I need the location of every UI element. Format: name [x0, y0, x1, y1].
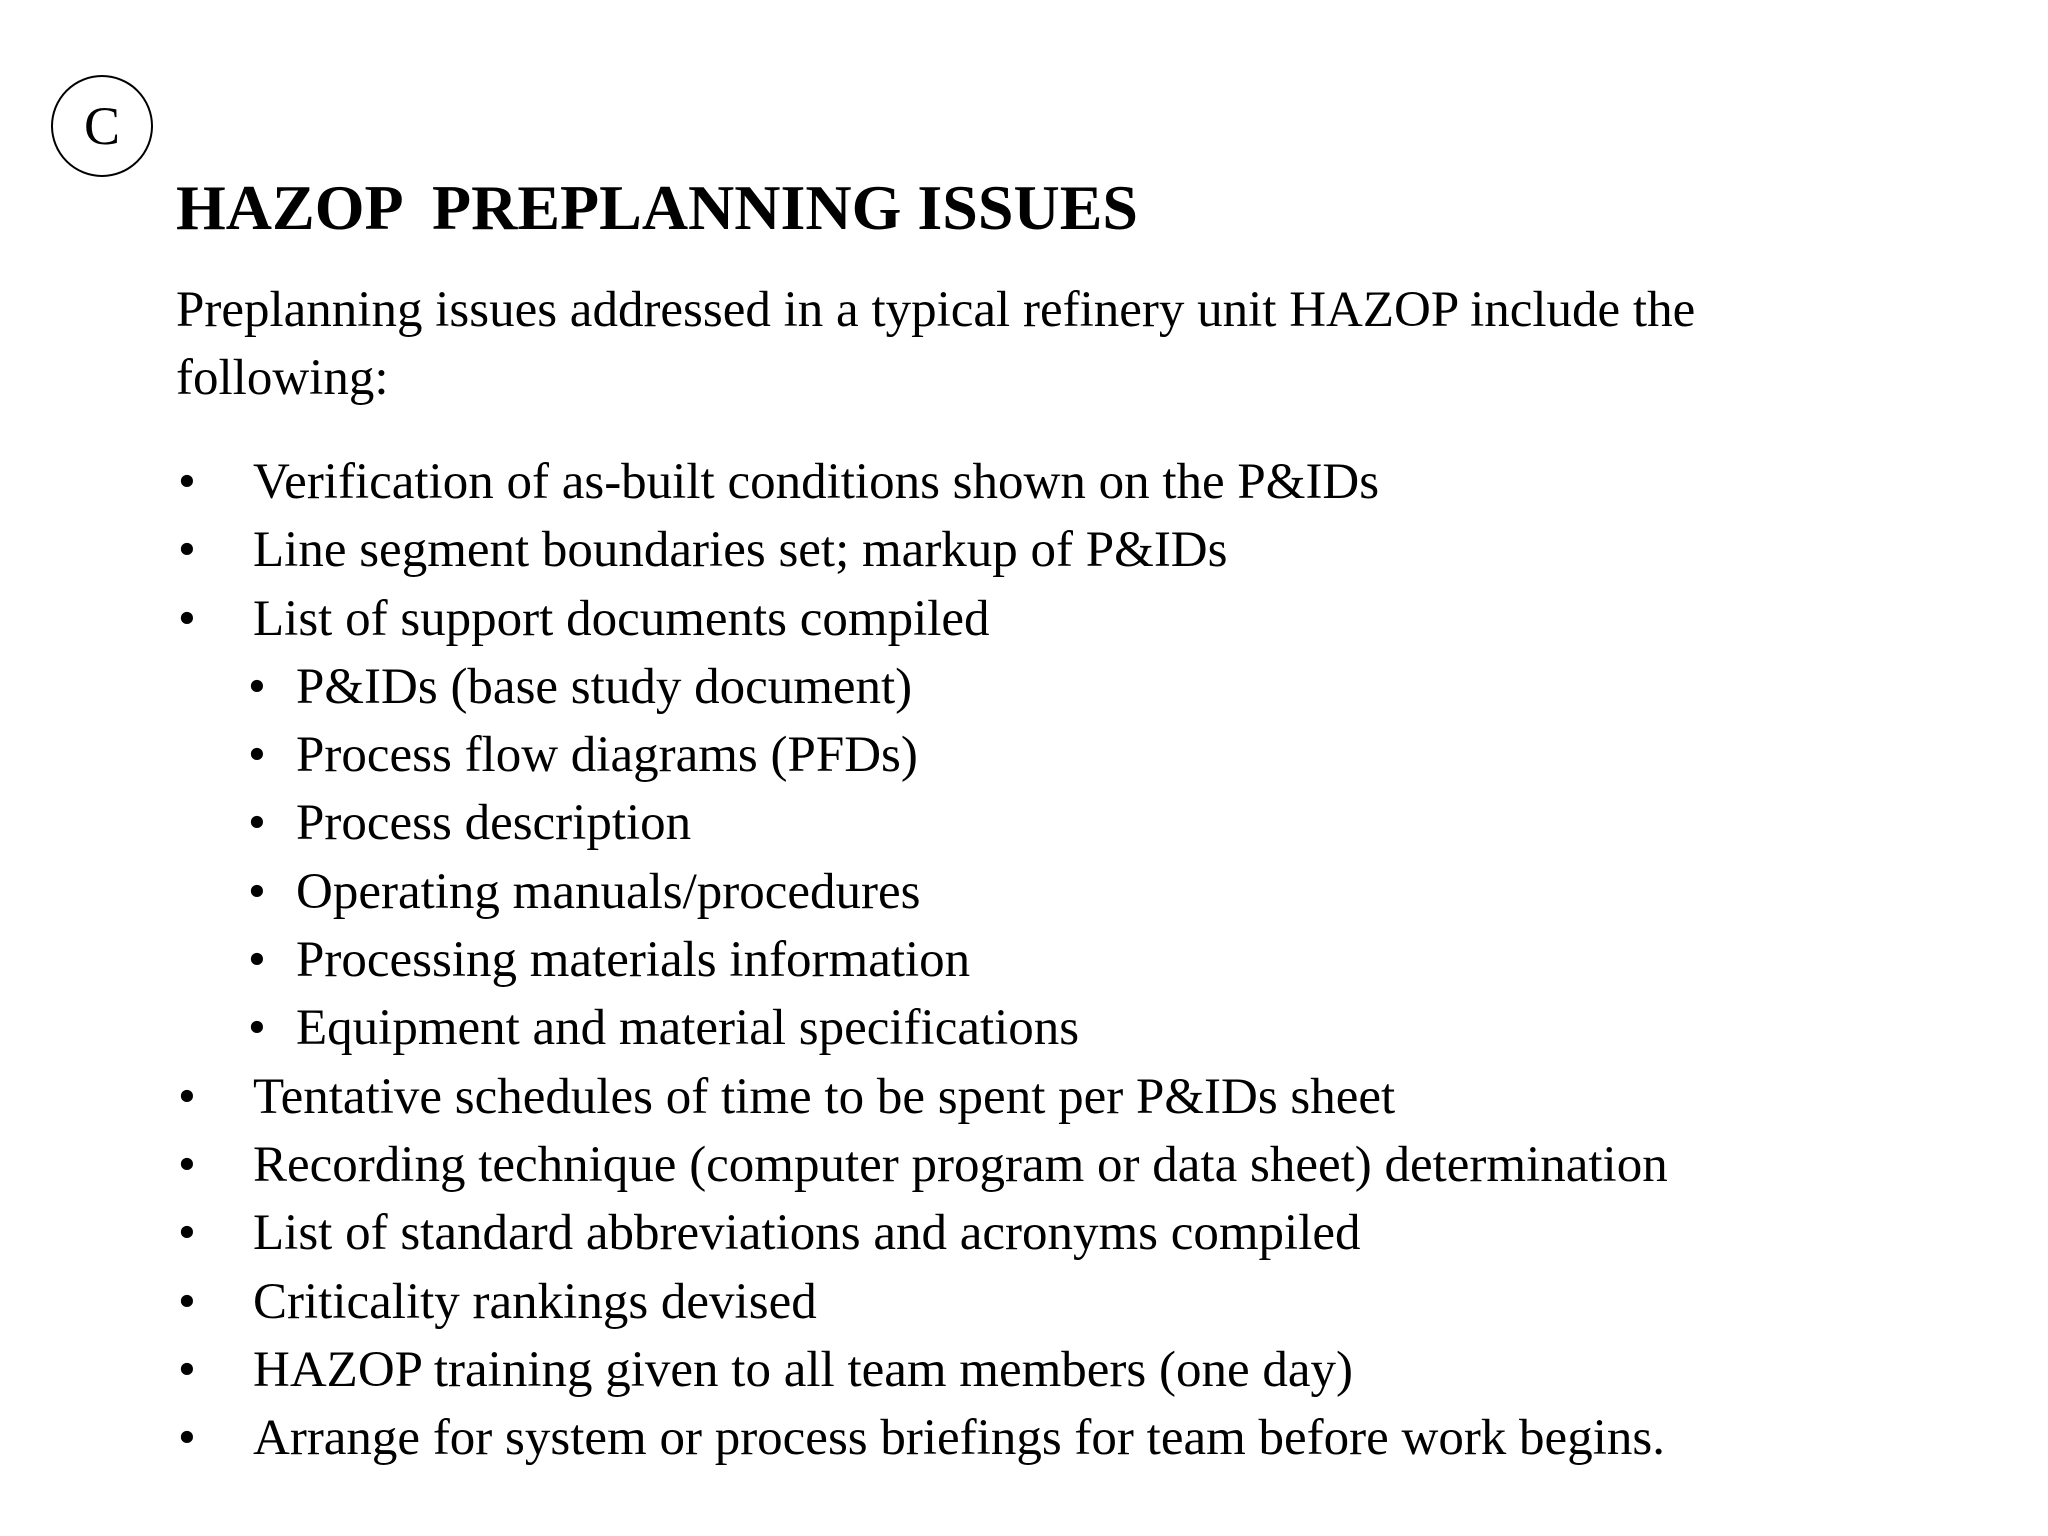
- bullet-icon: •: [178, 1068, 196, 1125]
- sub-list-item: [176, 994, 1668, 1062]
- sub-list-item: [176, 858, 1668, 926]
- section-letter: C: [83, 96, 121, 156]
- list-item: [176, 1336, 1668, 1404]
- bullet-icon: •: [248, 658, 266, 715]
- list-item: [176, 516, 1668, 584]
- page-title: HAZOP PREPLANNING ISSUES: [176, 172, 1138, 243]
- list-item-text: Recording technique (computer program or data sheet) determination: [253, 1136, 1668, 1193]
- bullet-icon: •: [178, 522, 196, 579]
- bullet-icon: •: [248, 1000, 266, 1057]
- list-item-text: HAZOP training given to all team members (one day): [253, 1341, 1353, 1398]
- issue-list: [176, 448, 1668, 1472]
- list-item-text: Criticality rankings devised: [253, 1273, 817, 1330]
- list-item: [176, 1404, 1668, 1472]
- bullet-icon: •: [248, 727, 266, 784]
- bullet-icon: •: [178, 590, 196, 647]
- section-badge: [51, 75, 153, 177]
- sub-list-item: [176, 926, 1668, 994]
- list-item: [176, 448, 1668, 516]
- list-item-text: Tentative schedules of time to be spent per P&IDs sheet: [253, 1068, 1396, 1125]
- list-item-text: Line segment boundaries set; markup of P&IDs: [253, 522, 1228, 579]
- bullet-icon: •: [178, 454, 196, 510]
- list-item: [176, 1268, 1668, 1336]
- list-item-text: Processing materials information: [296, 932, 971, 989]
- bullet-icon: •: [178, 1410, 196, 1467]
- bullet-icon: •: [178, 1205, 196, 1262]
- sub-list-item: [176, 789, 1668, 857]
- list-item-text: Operating manuals/procedures: [296, 863, 921, 920]
- list-item-text: Verification of as-built conditions shown on the P&IDs: [253, 454, 1380, 510]
- bullet-icon: •: [248, 932, 266, 989]
- list-item: [176, 585, 1668, 653]
- list-item: [176, 1131, 1668, 1199]
- list-item-text: Equipment and material specifications: [296, 1000, 1080, 1057]
- list-item-text: Process description: [296, 795, 692, 852]
- list-item-text: List of standard abbreviations and acronyms compiled: [253, 1205, 1361, 1262]
- bullet-icon: •: [248, 795, 266, 852]
- bullet-icon: •: [178, 1136, 196, 1193]
- list-item: [176, 1063, 1668, 1131]
- list-item-text: P&IDs (base study document): [296, 658, 913, 715]
- list-item-text: Process flow diagrams (PFDs): [296, 727, 918, 784]
- list-item-text: Arrange for system or process briefings for team before work begins.: [253, 1410, 1665, 1467]
- bullet-icon: •: [248, 863, 266, 920]
- sub-list-item: [176, 721, 1668, 789]
- sub-list-item: [176, 653, 1668, 721]
- bullet-icon: •: [178, 1273, 196, 1330]
- bullet-icon: •: [178, 1341, 196, 1398]
- intro-paragraph: Preplanning issues addressed in a typical refinery unit HAZOP include the following:: [176, 282, 1696, 406]
- list-item-text: List of support documents compiled: [253, 590, 990, 647]
- list-item: [176, 1199, 1668, 1267]
